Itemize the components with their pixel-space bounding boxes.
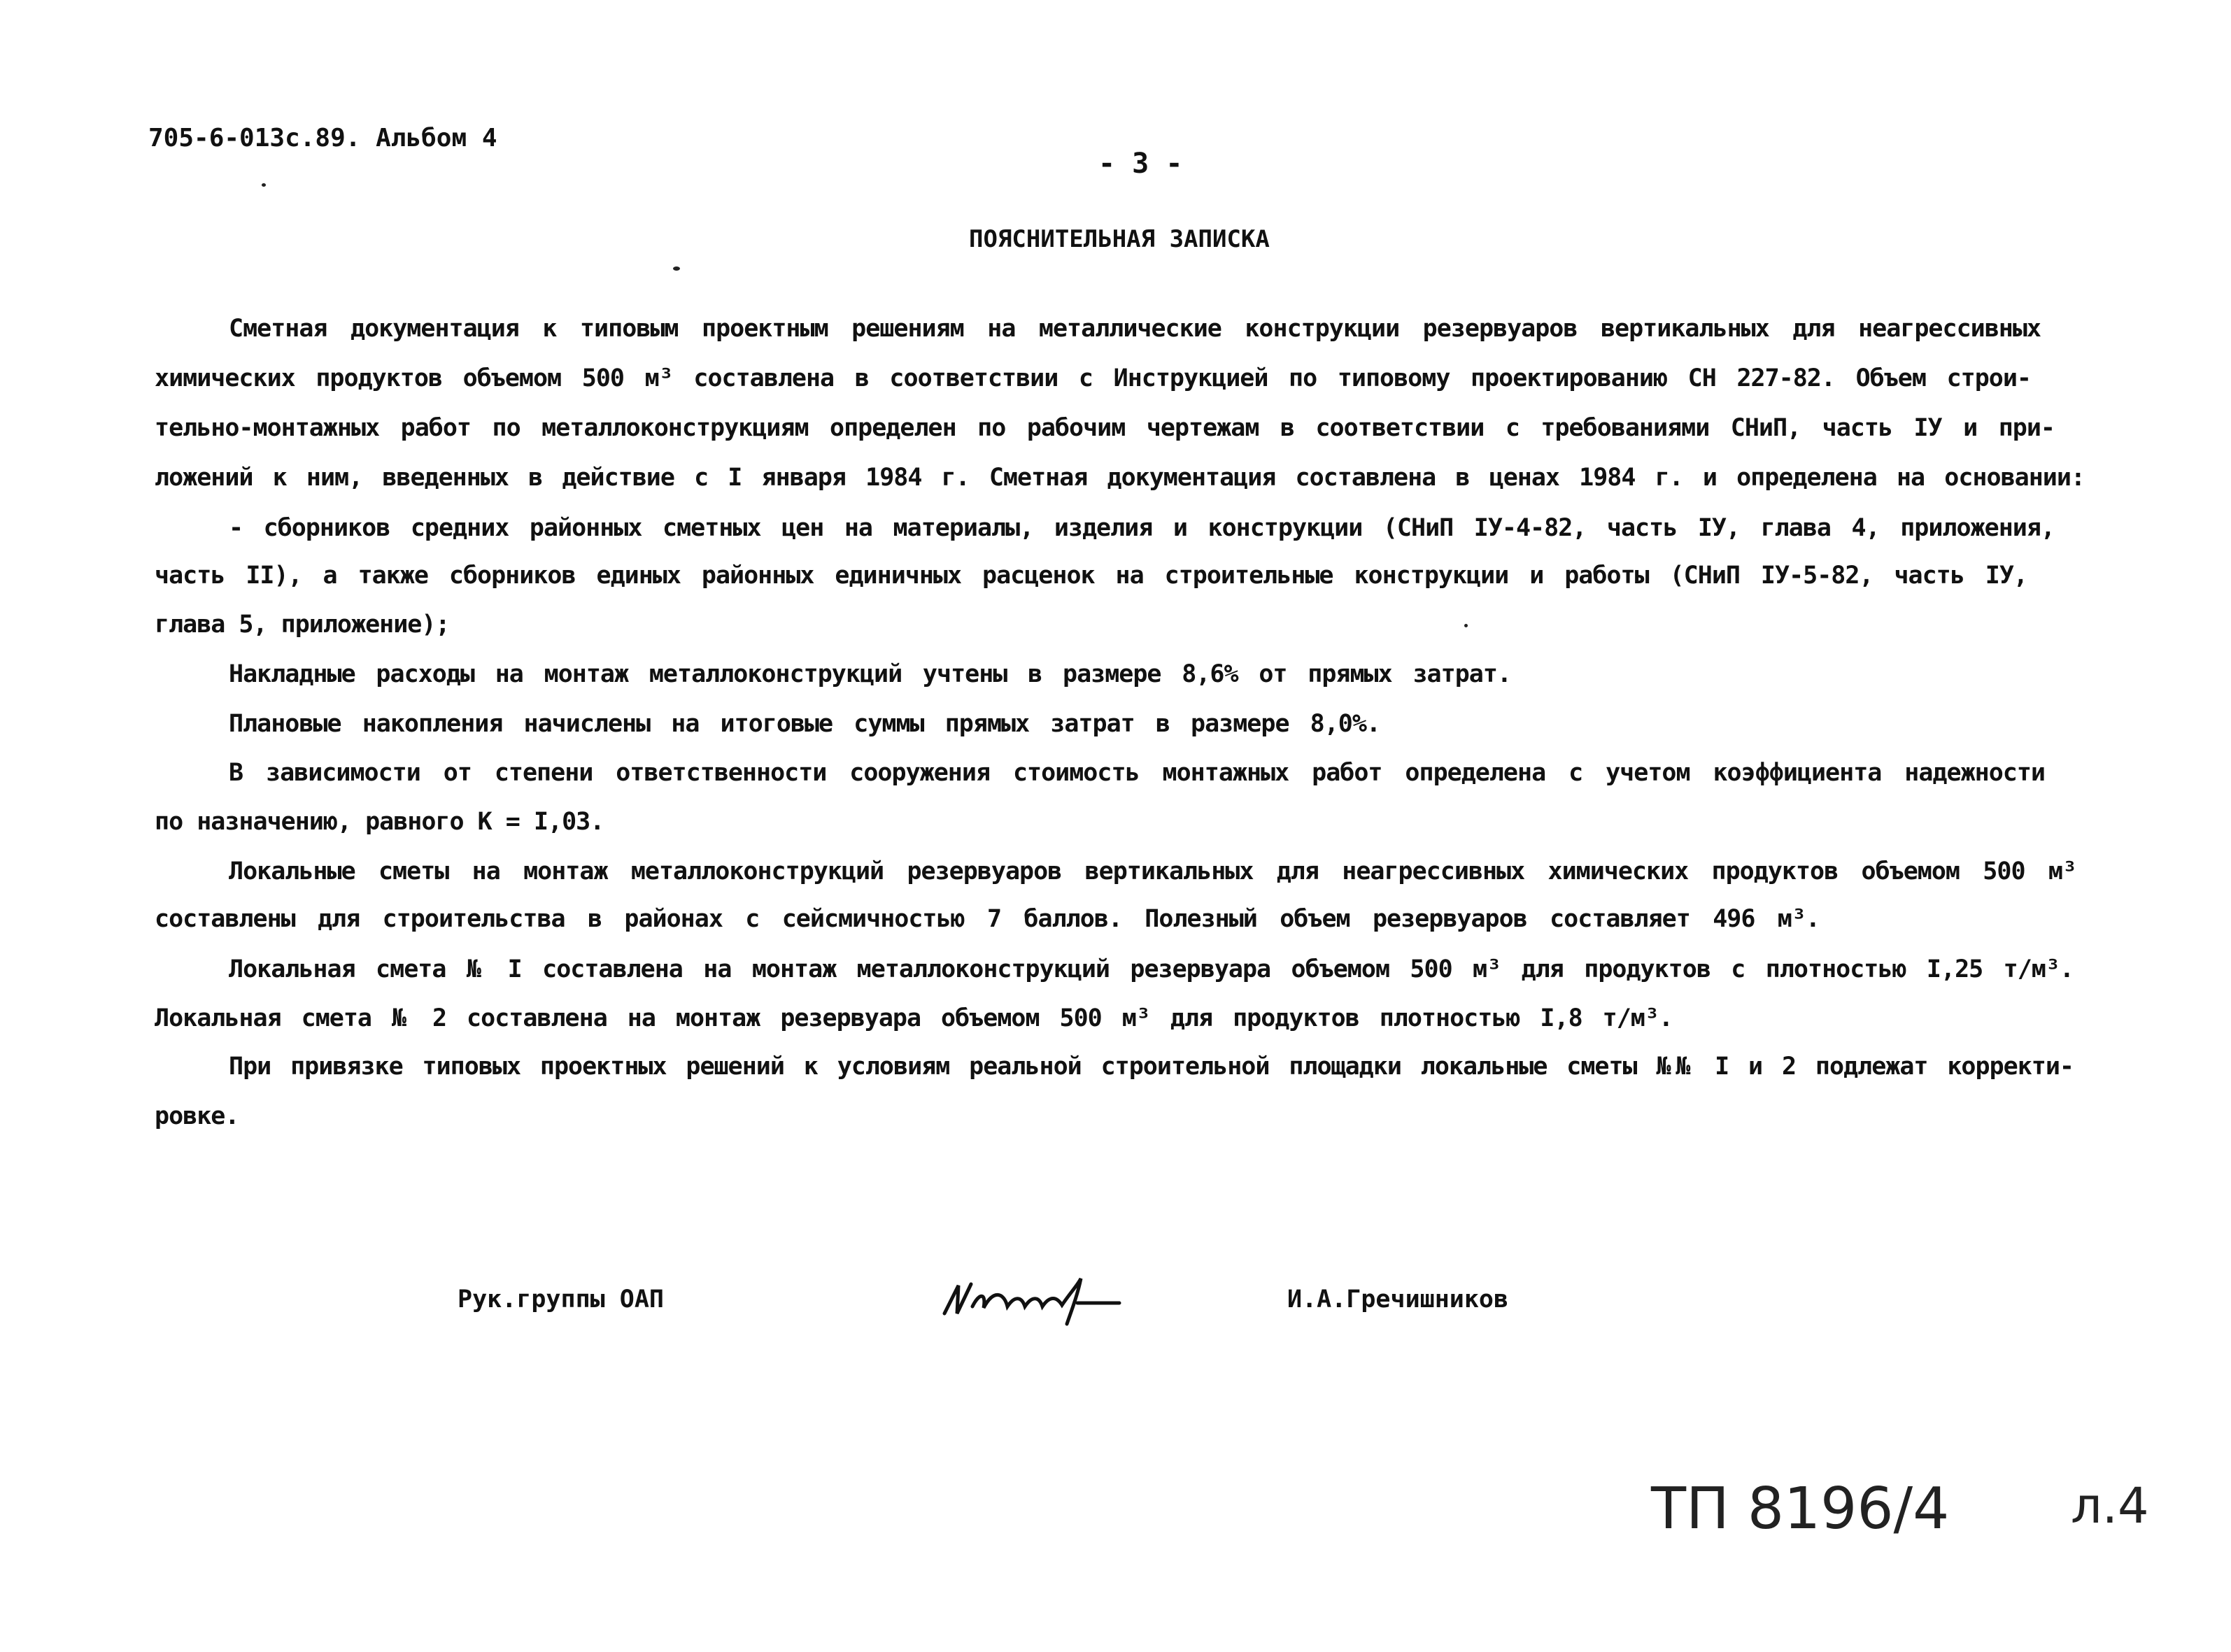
body-line: глава 5, приложение); bbox=[155, 611, 450, 639]
body-line: Локальная смета № 2 составлена на монтаж резервуара объемом 500 м³ для продуктов плотностью I,8 т/м³. bbox=[155, 1004, 1673, 1032]
body-line: химических продуктов объемом 500 м³ составлена в соответствии с Инструкцией по типовому проектированию СН 227-82. Объем строи- bbox=[155, 364, 2031, 392]
body-line: Локальные сметы на монтаж металлоконструкций резервуаров вертикальных для неагрессивных химических продуктов объемом 500 м³ bbox=[229, 857, 2076, 885]
body-line: часть II), а также сборников единых районных единичных расценок на строительные конструкции и работы (СНиП IУ-5-82, часть IУ, bbox=[155, 562, 2027, 590]
body-line: Локальная смета № I составлена на монтаж металлоконструкций резервуара объемом 500 м³ для продуктов с плотностью I,25 т/м³. bbox=[229, 955, 2074, 983]
scan-speck bbox=[1464, 624, 1468, 627]
page-number: - 3 - bbox=[1098, 148, 1183, 180]
scan-speck bbox=[262, 183, 266, 187]
body-line: ложений к ним, введенных в действие с I января 1984 г. Сметная документация составлена в ценах 1984 г. и определена на основании: bbox=[155, 464, 2085, 492]
body-line: Плановые накопления начислены на итоговые суммы прямых затрат в размере 8,0%. bbox=[229, 710, 1380, 738]
body-line: При привязке типовых проектных решений к условиям реальной строительной площадки локальные сметы №№ I и 2 подлежат корректи- bbox=[229, 1053, 2074, 1081]
body-line: составлены для строительства в районах с сейсмичностью 7 баллов. Полезный объем резервуаров составляет 496 м³. bbox=[155, 905, 1820, 933]
body-line: Накладные расходы на монтаж металлоконструкций учтены в размере 8,6% от прямых затрат. bbox=[229, 660, 1511, 688]
document-code: 705-6-013с.89. Альбом 4 bbox=[148, 124, 497, 152]
body-line: В зависимости от степени ответственности сооружения стоимость монтажных работ определена с учетом коэффициента надежности bbox=[229, 759, 2045, 787]
signatory-role: Рук.группы ОАП bbox=[458, 1286, 665, 1313]
drawing-code-stamp: ТП 8196/4 bbox=[1651, 1476, 1950, 1542]
body-line: Сметная документация к типовым проектным решениям на металлические конструкции резервуаров вертикальных для неагрессивных bbox=[229, 315, 2041, 343]
body-line: ровке. bbox=[155, 1102, 239, 1130]
body-line: тельно-монтажных работ по металлоконструкциям определен по рабочим чертежам в соответствии с требованиями СНиП, часть IУ и при- bbox=[155, 414, 2055, 442]
scan-speck bbox=[673, 266, 680, 271]
body-line: по назначению, равного К = I,03. bbox=[155, 808, 604, 836]
signatory-name: И.А.Гречишников bbox=[1287, 1286, 1509, 1313]
page-title: ПОЯСНИТЕЛЬНАЯ ЗАПИСКА bbox=[969, 225, 1270, 253]
handwritten-signature bbox=[937, 1265, 1140, 1327]
sheet-number: л.4 bbox=[2071, 1477, 2149, 1534]
body-line: - сборников средних районных сметных цен на материалы, изделия и конструкции (СНиП IУ-4-82, часть IУ, глава 4, приложения, bbox=[229, 514, 2055, 542]
